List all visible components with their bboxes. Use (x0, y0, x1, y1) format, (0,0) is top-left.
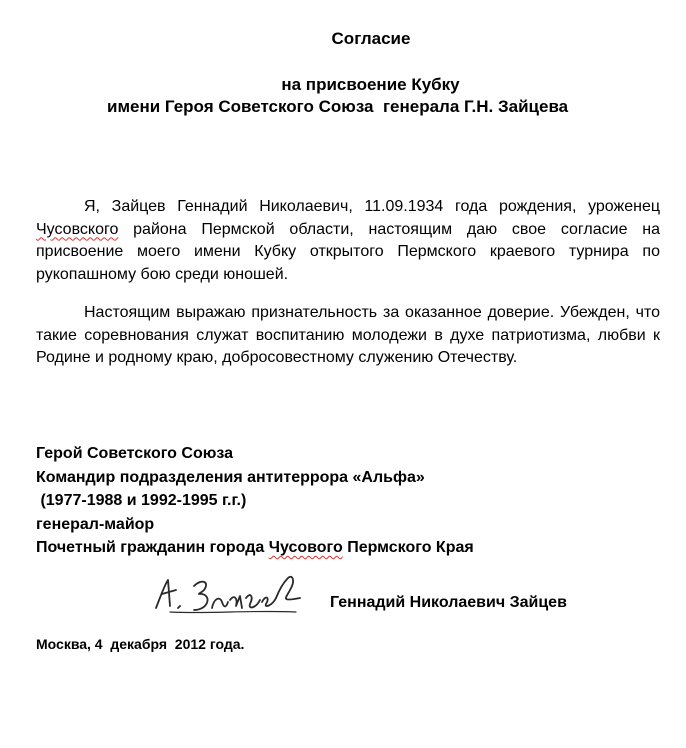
spellcheck-flagged-word: Чусового (268, 539, 343, 556)
title-rank: генерал-майор (36, 515, 155, 533)
title-hero: Герой Советского Союза (36, 445, 234, 462)
paragraph-text-start: Я, Зайцев Геннадий Николаевич, 11.09.1934 года рождения, уроженец (84, 198, 660, 215)
signer-name: Геннадий Николаевич Зайцев (330, 594, 567, 611)
consent-paragraph (36, 196, 660, 286)
document-subtitle-line2: имени Героя Советского Союза генерала Г.Н. Зайцева (107, 97, 569, 116)
title-commander: Командир подразделения антитеррора «Альфа» (36, 468, 425, 486)
spellcheck-flagged-word: Чусовского (36, 220, 119, 238)
place-and-date: Москва, 4 декабря 2012 года. (36, 636, 245, 652)
title-years: (1977-1988 и 1992-1995 г.г.) (36, 492, 247, 509)
signatory-titles (36, 442, 474, 560)
paragraph-text-end: района Пермской области, настоящим даю свое согласие на присвоение моего имени Кубку открытого Пермского краевого турнира по рукопашному бою среди юношей. (36, 220, 660, 283)
document-title: Согласие (331, 29, 411, 48)
title-honorary-citizen: Почетный гражданин города Чусового Пермского Края (36, 539, 474, 556)
document-subtitle-line1: на присвоение Кубку (281, 75, 460, 94)
handwritten-signature (150, 568, 310, 620)
gratitude-paragraph: Настоящим выражаю признательность за оказанное доверие. Убежден, что такие соревнования служат воспитанию молодежи в духе патриотизма, любви к Родине и родному краю, добросовестному служению Отечеству. (36, 304, 660, 366)
